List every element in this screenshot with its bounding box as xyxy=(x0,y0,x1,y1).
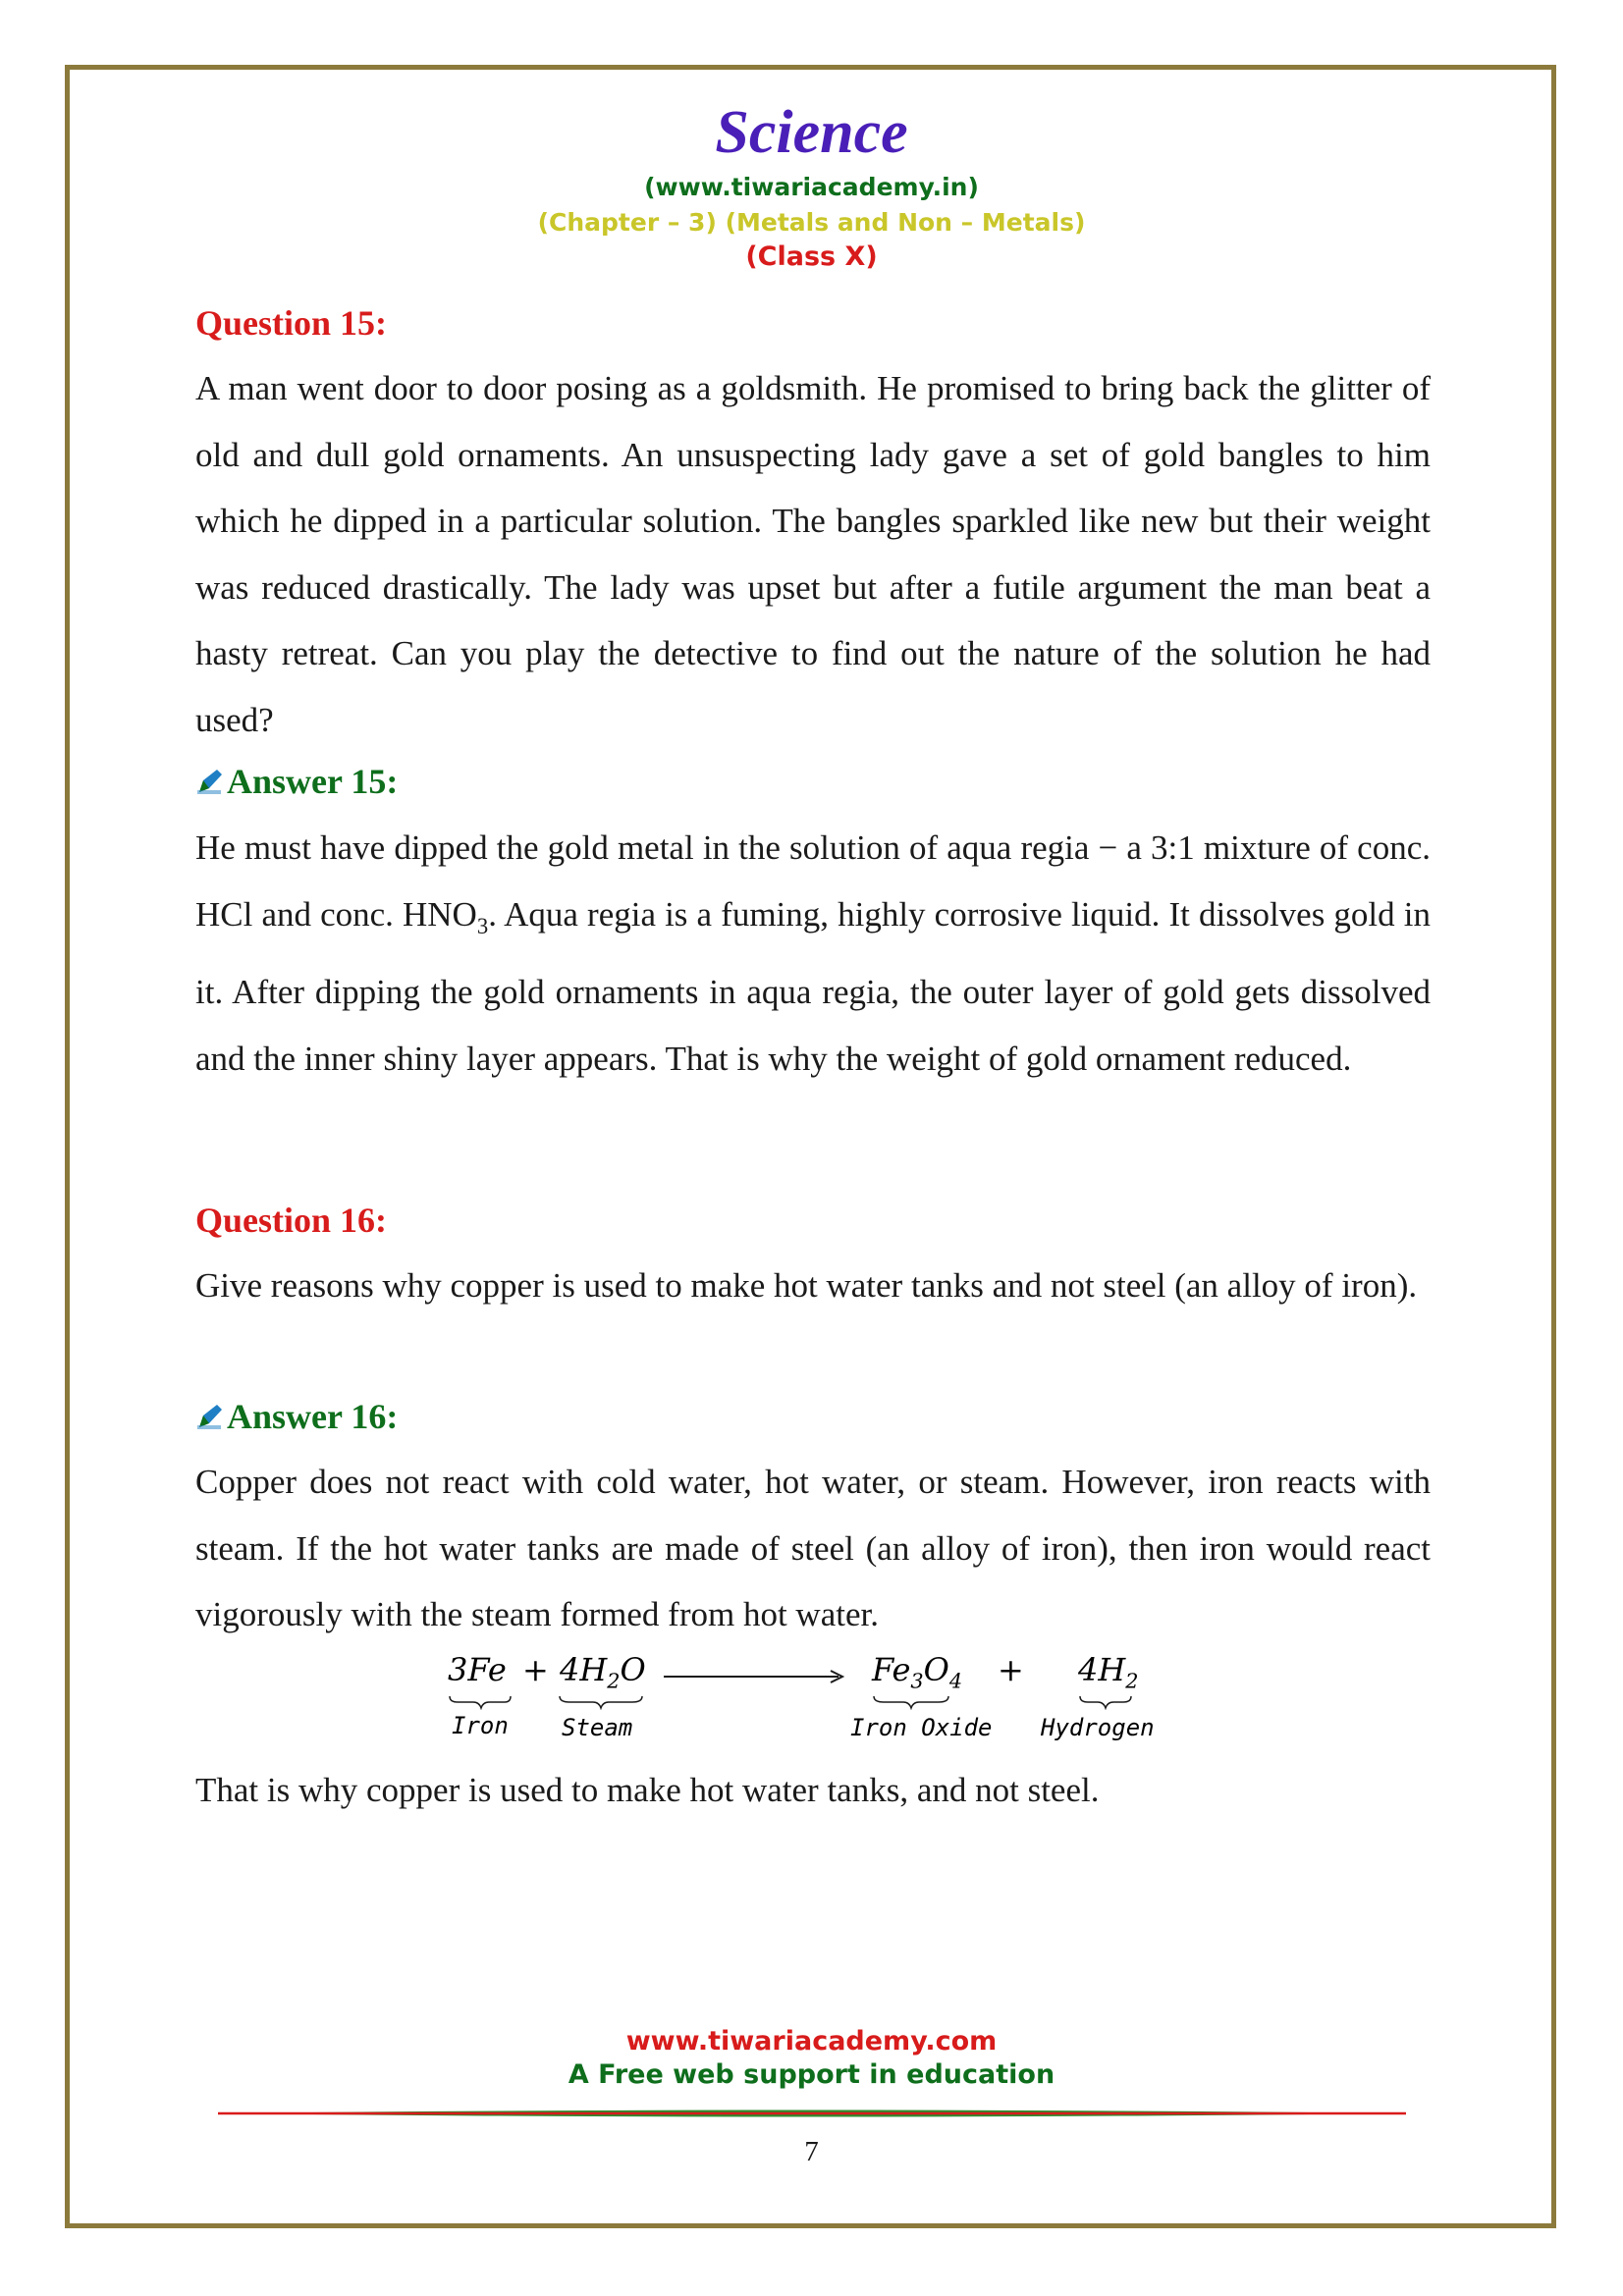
question-16-text: Give reasons why copper is used to make hot water tanks and not steel (an alloy of iron). xyxy=(195,1266,1418,1305)
plus-sign: + xyxy=(998,1651,1024,1688)
answer-15 xyxy=(195,761,1431,802)
chapter-title: (Chapter – 3) (Metals and Non – Metals) xyxy=(537,208,1086,237)
answer-16 xyxy=(195,1396,1431,1437)
footer-divider xyxy=(218,2109,1406,2118)
underbraces xyxy=(448,1694,1194,1710)
plus-sign: + xyxy=(522,1651,549,1688)
label-iron: Iron xyxy=(452,1712,509,1739)
pencil-logo-icon xyxy=(195,767,225,796)
class-label: (Class X) xyxy=(745,241,878,272)
reactant-iron: 3Fe xyxy=(448,1651,507,1688)
site-url[interactable]: (www.tiwariacademy.in) xyxy=(644,173,979,201)
label-iron-oxide: Iron Oxide xyxy=(850,1714,993,1741)
chemical-equation xyxy=(448,1651,1194,1749)
reaction-arrow xyxy=(662,1669,846,1684)
answer-15-text-part1: He must have dipped the gold metal in the solution of aqua regia − a 3:1 mixture of conc. HCl and conc. HNO xyxy=(195,828,1431,934)
page-title: Science xyxy=(715,99,908,166)
reactant-water: $4H_2O$ xyxy=(560,1651,646,1693)
answer-16-text: Copper does not react with cold water, hot water, or steam. However, iron reacts with steam. If the hot water tanks are made of steel (an alloy of iron), then iron would react vigorously with the steam formed from hot water. xyxy=(195,1463,1431,1633)
page-number: 7 xyxy=(804,2136,819,2167)
question-15-text: A man went door to door posing as a goldsmith. He promised to bring back the glitter of old and dull gold ornaments. An unsuspecting lady gave a set of gold bangles to him which he dipped in a particular solution. The bangles sparkled like new but their weight was reduced drastically. The lady was upset but after a futile argument the man beat a hasty retreat. Can you play the detective to find out the nature of the solution he had used? xyxy=(195,369,1431,739)
answer-16-heading: Answer 16: xyxy=(227,1397,399,1436)
answer-15-text xyxy=(195,815,1431,1092)
hno3-subscript: 3 xyxy=(476,913,489,938)
answer-15-text-part2: . Aqua regia is a fuming, highly corrosive liquid. It dissolves gold in it. After dipping the gold ornaments in aqua regia, the outer layer of gold gets dissolved and the inner shiny layer appears. That is why the weight of gold ornament reduced. xyxy=(195,894,1431,1078)
footer-tagline: A Free web support in education xyxy=(568,2059,1055,2090)
pencil-logo-icon xyxy=(195,1402,225,1431)
question-16-heading: Question 16: xyxy=(195,1201,388,1240)
question-15-heading: Question 15: xyxy=(195,303,388,343)
product-hydrogen: $4H_2$ xyxy=(1078,1651,1139,1693)
footer-url[interactable]: www.tiwariacademy.com xyxy=(625,2026,998,2056)
answer-15-heading: Answer 15: xyxy=(227,762,399,801)
label-steam: Steam xyxy=(562,1714,633,1741)
product-iron-oxide: $Fe_3O_4$ xyxy=(872,1651,963,1693)
answer-16-conclusion: That is why copper is used to make hot water tanks, and not steel. xyxy=(195,1771,1100,1809)
label-hydrogen: Hydrogen xyxy=(1041,1714,1155,1741)
question-16 xyxy=(195,1200,1431,1241)
question-15 xyxy=(195,302,1431,344)
